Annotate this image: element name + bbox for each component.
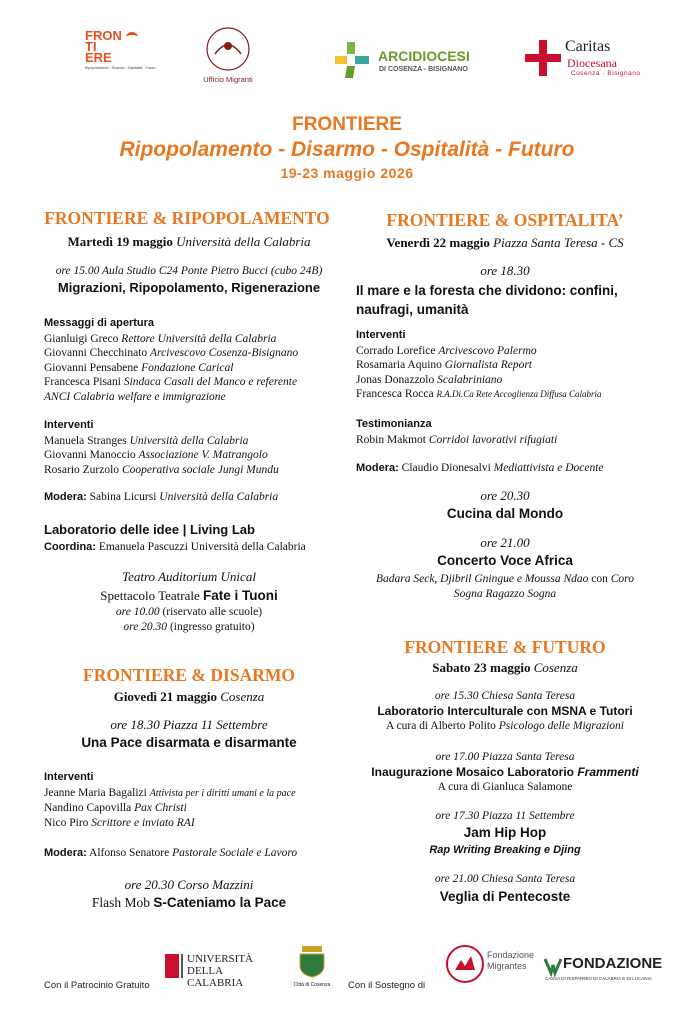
sostegno-label: Con il Sostegno di bbox=[348, 980, 426, 991]
day-line: Giovedì 21 maggio Cosenza bbox=[113, 689, 265, 704]
teatro-block: Teatro Auditorium Unical Spettacolo Teatrale Fate i Tuoni ore 10.00 (riservato alle scuole) ore 20.30 (ingresso gratuito) bbox=[100, 569, 278, 633]
flash-mob: Flash Mob S-Cateniamo la Pace bbox=[91, 895, 287, 910]
logo-citta-cosenza: Città di Cosenza bbox=[290, 944, 334, 990]
interventi-block: Interventi Manuela Stranges Università della Calabria Giovanni Manoccio Associazione V. Matrangolo Rosario Zurzolo Cooperativa sociale Jungi Mundu bbox=[44, 418, 344, 477]
speaker-row: Rosamaria Aquino Giornalista Report bbox=[356, 359, 533, 371]
event-time: ore 17.30 Piazza 11 Settembre bbox=[435, 810, 575, 822]
speaker-row: Manuela Stranges Università della Calabria bbox=[44, 434, 249, 447]
section-heading-futuro: FRONTIERE & FUTURO bbox=[404, 637, 606, 657]
coordina-line: Coordina: Emanuela Pascuzzi Università della Calabria bbox=[44, 541, 306, 553]
speaker-row: Giovanni Checchinato Arcivescovo Cosenza-Bisignano bbox=[44, 347, 299, 359]
event-title: Laboratorio Interculturale con MSNA e Tutori bbox=[377, 704, 633, 718]
event-time: ore 17.00 Piazza Santa Teresa bbox=[435, 751, 575, 763]
speaker-row: Nico Piro Scrittore e inviato RAI bbox=[44, 816, 195, 829]
event-cura: A cura di Alberto Polito Psicologo delle Migrazioni bbox=[386, 720, 624, 732]
logo-fondazione-carical: FONDAZIONE CASSA DI RISPARMIO DI CALABRIA E DI LUCANIA bbox=[545, 955, 663, 981]
event-cura: A cura di Gianluca Salamone bbox=[437, 781, 573, 793]
cucina-title: Cucina dal Mondo bbox=[446, 506, 564, 521]
interventi-block: Interventi Jeanne Maria Bagalizi Attivista per i diritti umani e la pace Nandino Capovilla Pax Christi Nico Piro Scrittore e inviato RAI bbox=[44, 770, 344, 830]
logo-unical: UNIVERSITÀ DELLA CALABRIA bbox=[165, 952, 270, 982]
speaker-row: Rosario Zurzolo Cooperativa sociale Jungi Mundu bbox=[44, 463, 279, 476]
logo-fondazione-migrantes: Fondazione Migrantes bbox=[445, 944, 535, 988]
page-title: FRONTIERE bbox=[292, 114, 402, 135]
moderator-line: Modera: Sabina Licursi Università della Calabria bbox=[44, 491, 279, 503]
speaker-row: Francesca Rocca R.A.Di.Ca Rete Accoglienza Diffusa Calabria bbox=[356, 388, 602, 400]
moderator-line: Modera: Alfonso Senatore Pastorale Sociale e Lavoro bbox=[44, 847, 298, 859]
page-subtitle: Ripopolamento - Disarmo - Ospitalità - Futuro bbox=[119, 138, 575, 161]
cucina-time: ore 20.30 bbox=[480, 488, 530, 503]
time-place: ore 18.30 bbox=[480, 263, 530, 278]
logo-frontiere: FRON TI ERE Ripopolamento · Disarmo · Ospitalità · Futuro bbox=[85, 28, 156, 70]
event-time: ore 21.00 Chiesa Santa Teresa bbox=[434, 873, 576, 885]
speaker-row: Robin Makmot Corridoi lavorativi rifugiati bbox=[356, 433, 558, 446]
event-title: Jam Hip Hop bbox=[463, 825, 547, 840]
event-title: Una Pace disarmata e disarmante bbox=[81, 735, 297, 750]
day-line: Sabato 23 maggio Cosenza bbox=[432, 660, 578, 675]
speaker-row: Giovanni Manoccio Associazione V. Matrangolo bbox=[44, 449, 268, 461]
flash-time: ore 20.30 Corso Mazzini bbox=[124, 877, 254, 892]
time-place: ore 15.00 Aula Studio C24 Ponte Pietro Bucci (cubo 24B) bbox=[55, 265, 323, 277]
patrocinio-label: Con il Patrocinio Gratuito bbox=[44, 980, 150, 991]
interventi-block: Interventi Corrado Lorefice Arcivescovo Palermo Rosamaria Aquino Giornalista Report Jonas Donazzolo Scalabriniano Francesca Rocca R.A.Di.Ca Rete Accoglienza Diffusa Calabria bbox=[356, 328, 676, 402]
logo-ufficio-migranti: Ufficio Migranti bbox=[195, 24, 261, 82]
concerto-artists: Badara Seck, Djibril Gningue e Moussa Ndao con Coro Sogna Ragazzo Sogna bbox=[375, 573, 634, 600]
concerto-time: ore 21.00 bbox=[480, 535, 530, 550]
testimonianza-block: Testimonianza Robin Makmot Corridoi lavorativi rifugiati bbox=[356, 417, 676, 447]
section-heading: FRONTIERE & RIPOPOLAMENTO bbox=[44, 208, 330, 228]
moderator-line: Modera: Claudio Dionesalvi Mediattivista e Docente bbox=[356, 462, 604, 474]
speaker-row: Gianluigi Greco Rettore Università della Calabria bbox=[44, 332, 277, 345]
speaker-row: ANCI Calabria welfare e immigrazione bbox=[44, 390, 226, 403]
speaker-row: Jonas Donazzolo Scalabriniano bbox=[356, 373, 503, 386]
day-line: Martedì 19 maggio Università della Calabria bbox=[67, 234, 311, 249]
event-title: Veglia di Pentecoste bbox=[439, 889, 571, 904]
concerto-title: Concerto Voce Africa bbox=[437, 553, 573, 568]
logo-caritas: Caritas Diocesana Cosenza · Bisignano bbox=[525, 38, 675, 80]
section-ripopolamento bbox=[44, 208, 344, 229]
section-heading-ospitalita: FRONTIERE & OSPITALITA’ bbox=[386, 210, 624, 230]
lab-title: Laboratorio delle idee | Living Lab bbox=[44, 522, 255, 537]
speaker-row: Corrado Lorefice Arcivescovo Palermo bbox=[356, 344, 537, 357]
speaker-row: Giovanni Pensabene Fondazione Carical bbox=[44, 361, 234, 374]
speaker-row: Nandino Capovilla Pax Christi bbox=[44, 802, 187, 814]
speaker-row: Jeanne Maria Bagalizi Attivista per i diritti umani e la pace bbox=[44, 786, 296, 799]
event-time: ore 15.30 Chiesa Santa Teresa bbox=[434, 690, 576, 702]
opening-block: Messaggi di apertura Gianluigi Greco Rettore Università della Calabria Giovanni Checchinato Arcivescovo Cosenza-Bisignano Giovanni Pensabene Fondazione Carical Francesca Pisani Sindaca Casali del Manco e referente ANCI Calabria welfare e immigrazione bbox=[44, 316, 344, 404]
event-dates: 19-23 maggio 2026 bbox=[280, 165, 414, 181]
event-title: Il mare e la foresta che dividono: confini, naufragi, umanità bbox=[356, 283, 618, 317]
logo-arcidiocesi: ARCIDIOCESI DI COSENZA - BISIGNANO bbox=[333, 42, 473, 82]
bird-icon bbox=[126, 32, 138, 42]
event-title: Inaugurazione Mosaico Laboratorio Frammenti bbox=[371, 765, 639, 779]
time-place: ore 18.30 Piazza 11 Settembre bbox=[110, 717, 268, 732]
event-subtitle: Rap Writing Breaking e Djing bbox=[429, 844, 581, 856]
event-title: Migrazioni, Ripopolamento, Rigenerazione bbox=[57, 280, 321, 295]
section-heading-disarmo: FRONTIERE & DISARMO bbox=[83, 665, 295, 685]
speaker-row: Francesca Pisani Sindaca Casali del Manco e referente bbox=[44, 376, 298, 388]
day-line: Venerdì 22 maggio Piazza Santa Teresa - CS bbox=[386, 235, 624, 250]
